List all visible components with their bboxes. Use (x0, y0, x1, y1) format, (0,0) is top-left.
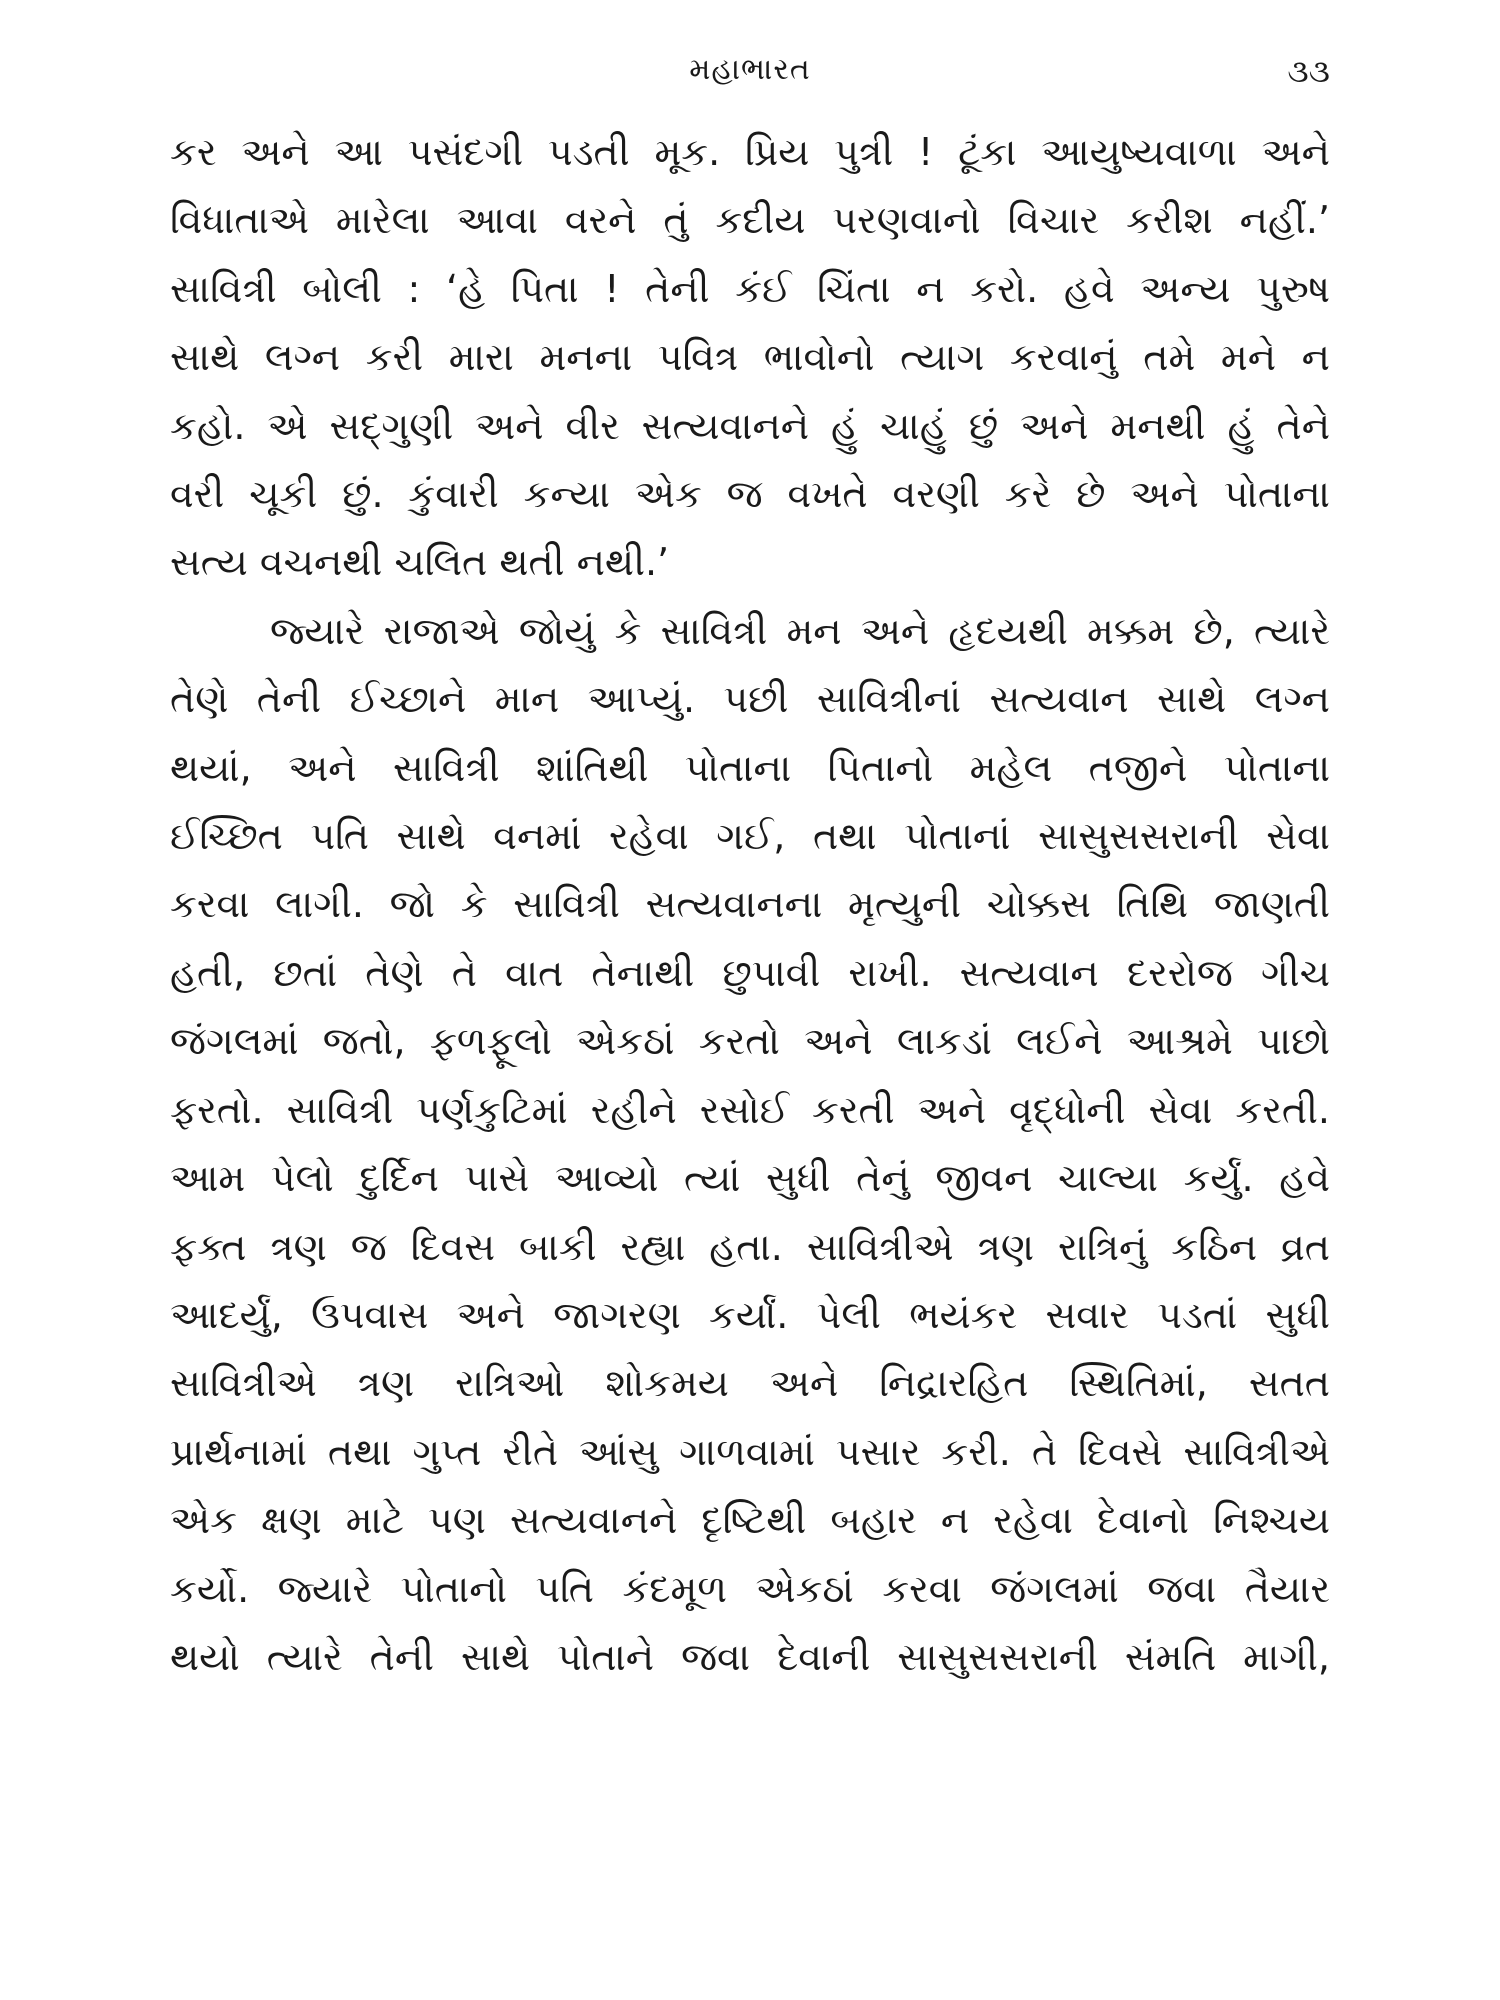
text-line: હતી, છતાં તેણે તે વાત તેનાથી છુપાવી રાખી. સત્યવાન દરરોજ ગીચ (170, 950, 1330, 995)
text-line: કરવા લાગી. જો કે સાવિત્રી સત્યવાનના મૃત્યુની ચોક્કસ તિથિ જાણતી (170, 882, 1330, 927)
text-line: સાથે લગ્ન કરી મારા મનના પવિત્ર ભાવોનો ત્યાગ કરવાનું તમે મને ન (170, 335, 1330, 380)
body-text (170, 118, 1330, 1691)
text-line: આમ પેલો દુર્દિન પાસે આવ્યો ત્યાં સુધી તેનું જીવન ચાલ્યા કર્યું. હવે (170, 1156, 1330, 1201)
text-line: સાવિત્રીએ ત્રણ રાત્રિઓ શોકમય અને નિદ્રારહિત સ્થિતિમાં, સતત (170, 1361, 1330, 1406)
text-line: કહો. એ સદ્ગુણી અને વીર સત્યવાનને હું ચાહું છું અને મનથી હું તેને (170, 403, 1330, 448)
running-title: મહાભારત (689, 52, 811, 87)
text-line: થયાં, અને સાવિત્રી શાંતિથી પોતાના પિતાનો મહેલ તજીને પોતાના (170, 745, 1330, 790)
text-line: વિધાતાએ મારેલા આવા વરને તું કદીય પરણવાનો વિચાર કરીશ નહીં.’ (170, 198, 1330, 243)
paragraph-1 (170, 118, 1330, 597)
text-line: પ્રાર્થનામાં તથા ગુપ્ત રીતે આંસુ ગાળવામાં પસાર કરી. તે દિવસે સાવિત્રીએ (170, 1429, 1330, 1474)
text-line: ઈચ્છિત પતિ સાથે વનમાં રહેવા ગઈ, તથા પોતાનાં સાસુસસરાની સેવા (170, 814, 1330, 859)
text-line: તેણે તેની ઈચ્છાને માન આપ્યું. પછી સાવિત્રીનાં સત્યવાન સાથે લગ્ન (170, 677, 1330, 722)
text-line: જંગલમાં જતો, ફળફૂલો એકઠાં કરતો અને લાકડાં લઈને આશ્રમે પાછો (170, 1019, 1330, 1064)
page-number: ૩૩ (1287, 52, 1330, 90)
text-line: ફક્ત ત્રણ જ દિવસ બાકી રહ્યા હતા. સાવિત્રીએ ત્રણ રાત્રિનું કઠિન વ્રત (170, 1224, 1330, 1269)
text-line: કર્યો. જ્યારે પોતાનો પતિ કંદમૂળ એકઠાં કરવા જંગલમાં જવા તૈયાર (170, 1566, 1330, 1611)
running-header (170, 52, 1330, 102)
text-line: એક ક્ષણ માટે પણ સત્યવાનને દૃષ્ટિથી બહાર ન રહેવા દેવાનો નિશ્ચય (170, 1498, 1330, 1543)
text-line: વરી ચૂકી છું. કુંવારી કન્યા એક જ વખતે વરણી કરે છે અને પોતાના (170, 472, 1330, 517)
text-line: સત્ય વચનથી ચલિત થતી નથી.’ (170, 540, 670, 585)
text-line: સાવિત્રી બોલી : ‘હે પિતા ! તેની કંઈ ચિંતા ન કરો. હવે અન્ય પુરુષ (170, 266, 1330, 311)
text-line: જ્યારે રાજાએ જોયું કે સાવિત્રી મન અને હૃદયથી મક્કમ છે, ત્યારે (270, 608, 1330, 653)
text-line: કર અને આ પસંદગી પડતી મૂક. પ્રિય પુત્રી ! ટૂંકા આયુષ્યવાળા અને (170, 130, 1330, 174)
paragraph-2 (170, 597, 1330, 1692)
text-line: થયો ત્યારે તેની સાથે પોતાને જવા દેવાની સાસુસસરાની સંમતિ માગી, (170, 1634, 1330, 1679)
text-line: આદર્યું, ઉપવાસ અને જાગરણ કર્યાં. પેલી ભયંકર સવાર પડતાં સુધી (170, 1292, 1330, 1337)
text-line: ફરતો. સાવિત્રી પર્ણકુટિમાં રહીને રસોઈ કરતી અને વૃદ્ધોની સેવા કરતી. (170, 1087, 1330, 1132)
